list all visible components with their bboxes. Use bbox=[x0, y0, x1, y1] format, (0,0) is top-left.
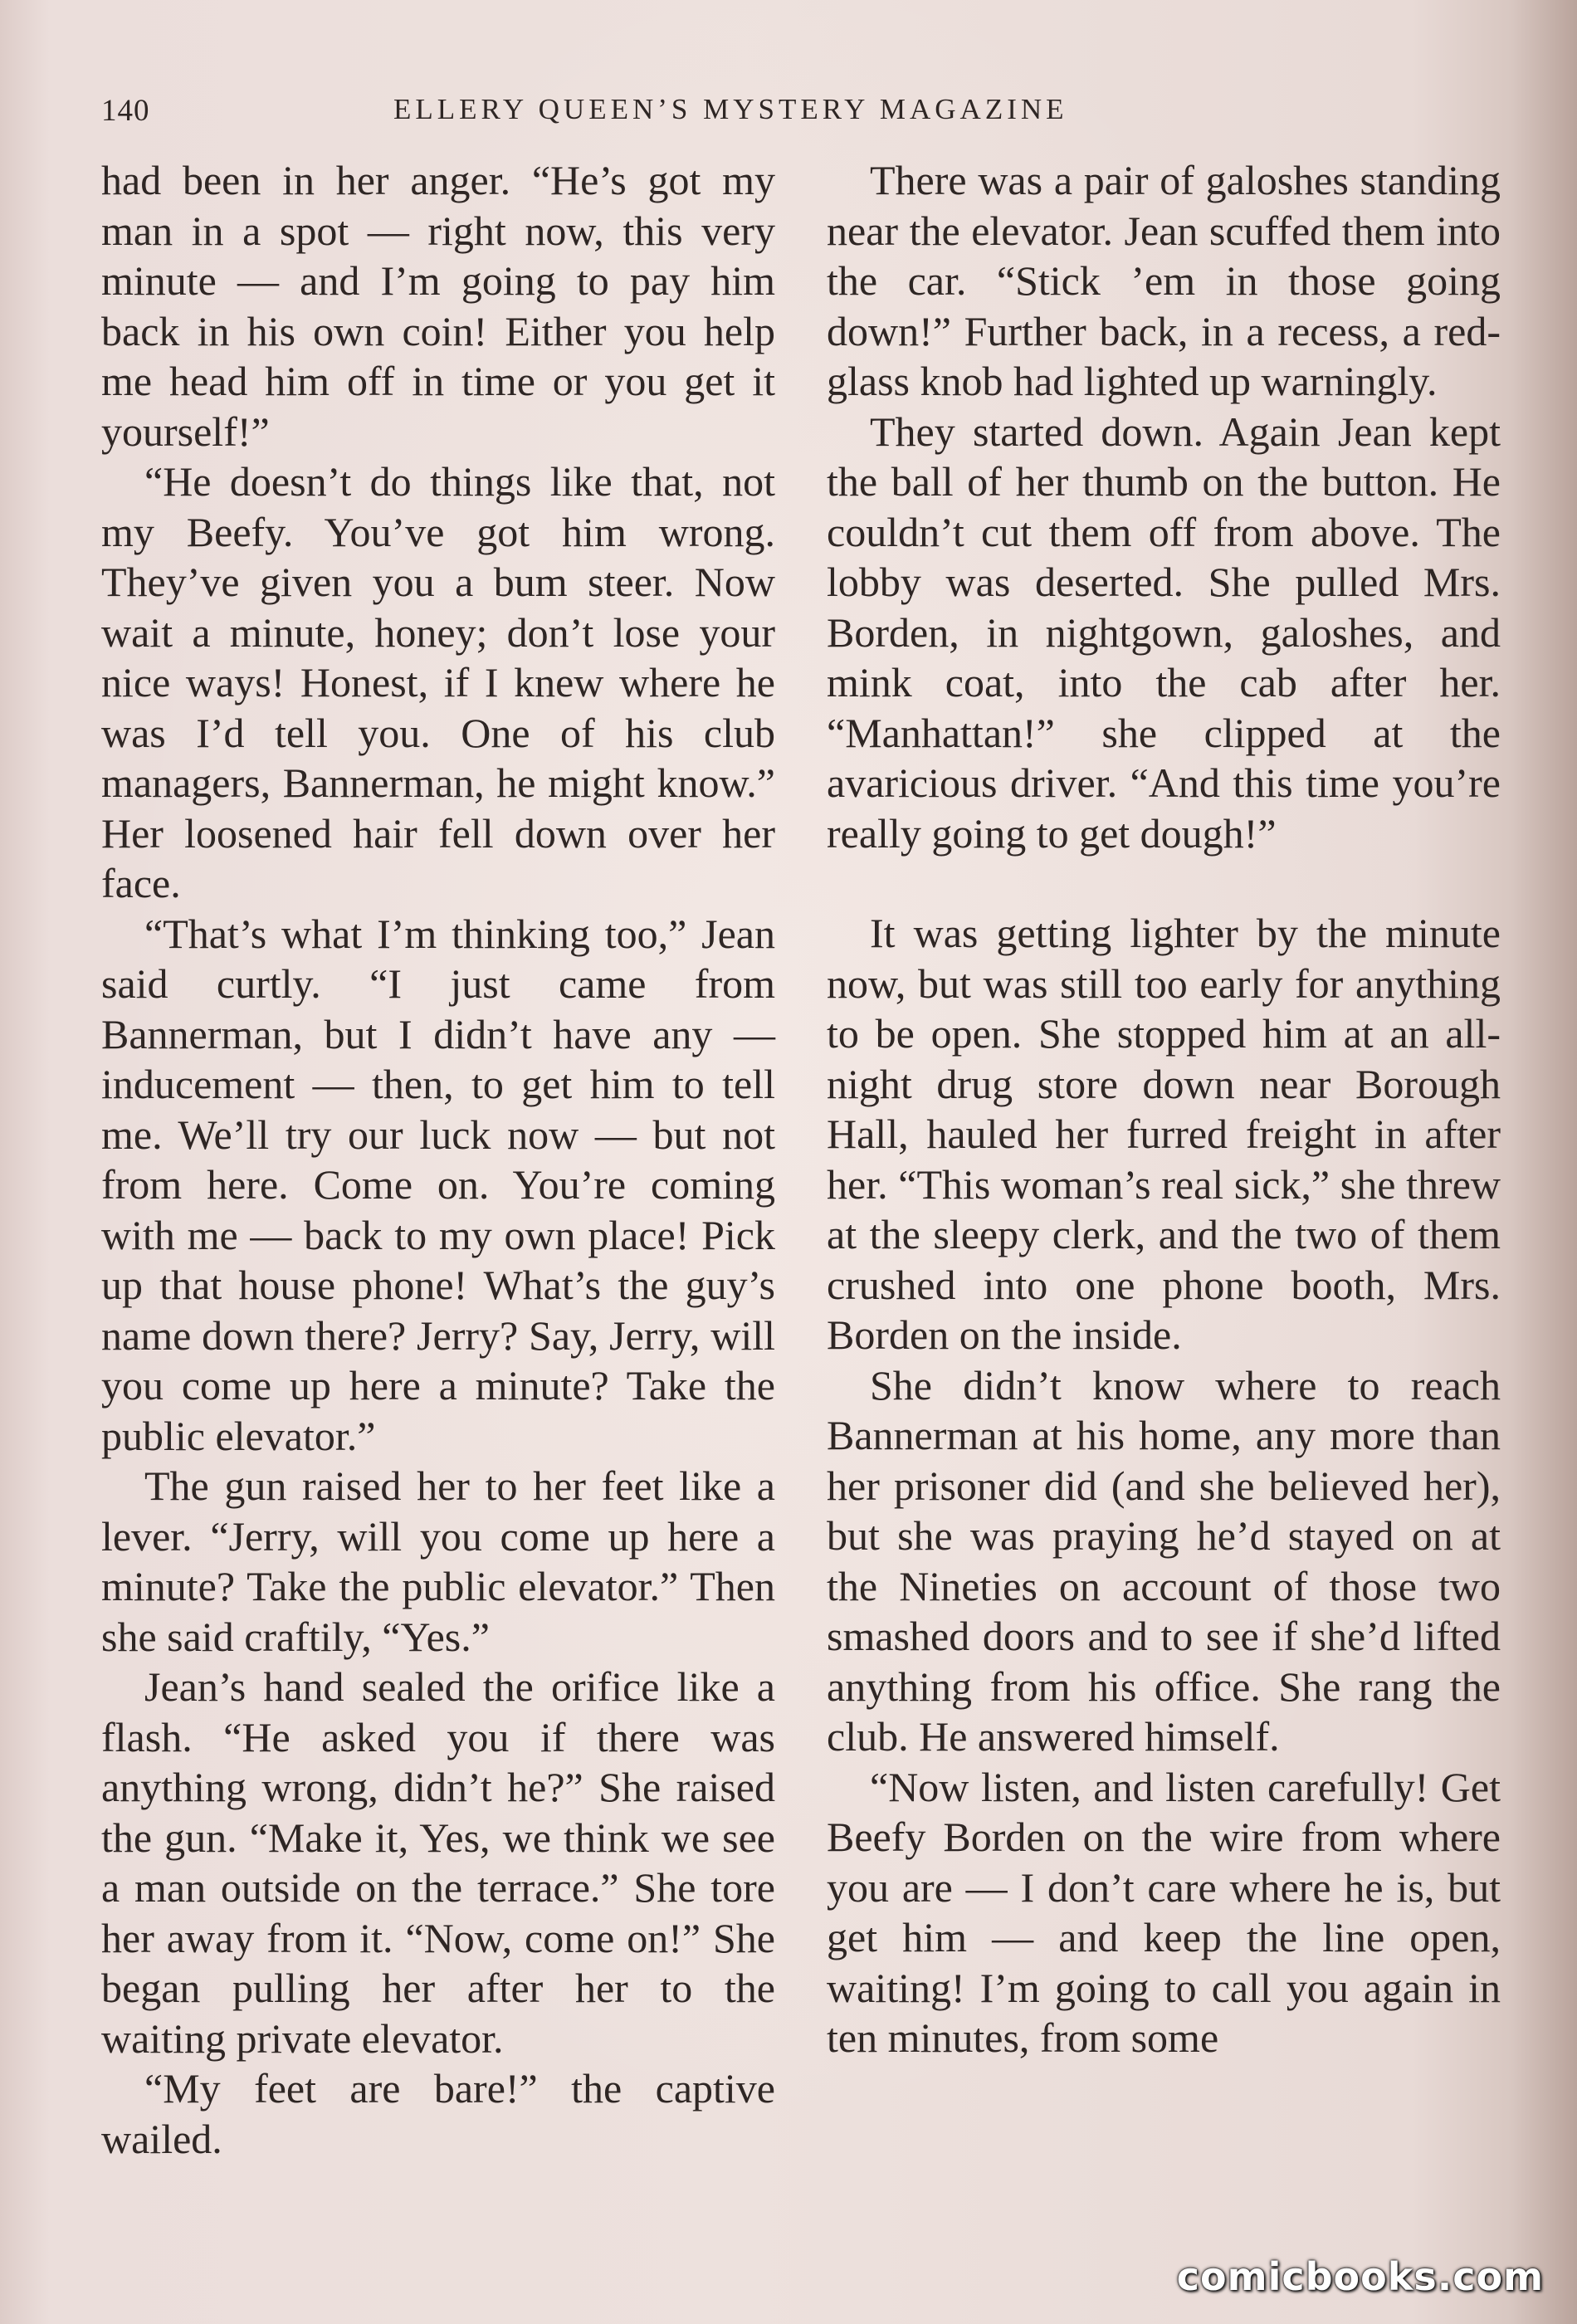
watermark: comicbooks.com bbox=[1176, 2254, 1544, 2299]
right-column bbox=[827, 155, 1501, 2063]
paragraph: had been in her anger. “He’s got my man in a spot — right now, this very minute — and I’m going to pay him back in his own coin! Either you help me head him off in time or you get it yourself!” bbox=[101, 157, 775, 455]
running-title: ELLERY QUEEN’S MYSTERY MAGAZINE bbox=[393, 93, 1068, 125]
paragraph: Jean’s hand sealed the orifice like a flash. “He asked you if there was anything wrong, didn’t he?” She raised the gun. “Make it, Yes, we think we see a man outside on the terrace.” She tore her away from it. “Now, come on!” She began pulling her after her to the waiting private elevator. bbox=[101, 1663, 775, 2062]
paragraph: It was getting lighter by the minute now, but was still too early for anything to be open. She stopped him at an all-night drug store down near Borough Hall, hauled her furred freight in after her. “This woman’s real sick,” she threw at the sleepy clerk, and the two of them crushed into one phone booth, Mrs. Borden on the inside. bbox=[827, 910, 1501, 1358]
page-header bbox=[101, 93, 1429, 134]
page-number: 140 bbox=[101, 94, 150, 128]
paragraph: She didn’t know where to reach Bannerman at his home, any more than her prisoner did (and she believed her), but she was praying he’d stayed on at the Nineties on account of those two smashed doors and to see if she’d lifted anything from his office. She rang the club. He answered himself. bbox=[827, 1361, 1501, 1760]
paragraph: “He doesn’t do things like that, not my Beefy. You’ve got him wrong. They’ve given you a bum steer. Now wait a minute, honey; don’t lose your nice ways! Honest, if I knew where he was I’d tell you. One of his club managers, Bannerman, he might know.” Her loosened hair fell down over her face. bbox=[101, 458, 775, 906]
paragraph: They started down. Again Jean kept the ball of her thumb on the button. He couldn’t cut them off from above. The lobby was deserted. She pulled Mrs. Borden, in nightgown, galoshes, and mink coat, into the cab after her. “Manhattan!” she clipped at the avaricious driver. “And this time you’re really going to get dough!” bbox=[827, 408, 1501, 857]
left-column bbox=[101, 155, 775, 2164]
paragraph: The gun raised her to her feet like a lever. “Jerry, will you come up here a minute? Take the public elevator.” Then she said craftily, “Yes.” bbox=[101, 1462, 775, 1660]
paragraph: “Now listen, and listen carefully! Get Beefy Borden on the wire from where you are — I don’t care where he is, but get him — and keep the line open, waiting! I’m going to call you again in ten minutes, from some bbox=[827, 1763, 1501, 2061]
paragraph: “My feet are bare!” the captive wailed. bbox=[101, 2065, 775, 2162]
paragraph: “That’s what I’m thinking too,” Jean said curtly. “I just came from Bannerman, but I didn’t have any — inducement — then, to get him to tell me. We’ll try our luck now — but not from here. Come on. You’re coming with me — back to my own place! Pick up that house phone! What’s the guy’s name down there? Jerry? Say, Jerry, will you come up here a minute? Take the public elevator.” bbox=[101, 910, 775, 1459]
paragraph: There was a pair of galoshes standing near the elevator. Jean scuffed them into the car. “Stick ’em in those going down!” Further back, in a recess, a red-glass knob had lighted up warningly. bbox=[827, 157, 1501, 404]
